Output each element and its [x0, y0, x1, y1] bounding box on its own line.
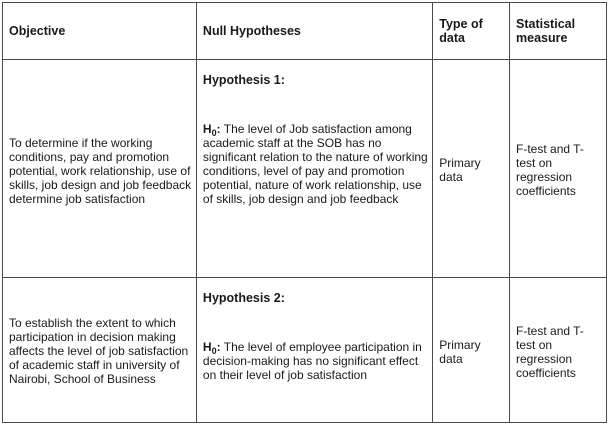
hypothesis-body: The level of employee participation in decision-making has no significant effect on their level of job satisfaction — [202, 340, 422, 383]
objective-cell — [3, 278, 197, 423]
hypothesis-title: Hypothesis 1: — [202, 73, 285, 88]
statistical-measure-text: F-test and T-test on regression coefficients — [516, 324, 584, 381]
objective-text: To determine if the working conditions, pay and promotion potential, work relationship, use of skills, job design and job feedback determine job satisfaction — [9, 135, 192, 206]
hypothesis-body: The level of Job satisfaction among academic staff at the SOB has no significant relation to the nature of working conditions, level of pay and promotion potential, nature of work relationship, use of skills, job design and job feedback — [202, 122, 428, 207]
hypothesis-cell — [196, 278, 432, 423]
type-of-data-text: Primary data — [439, 338, 481, 367]
hypothesis-cell — [196, 60, 432, 278]
type-of-data-cell — [433, 278, 510, 423]
statistical-measure-cell — [510, 60, 607, 278]
header-type-of-data: Type of data — [433, 3, 510, 60]
statistical-measure-text: F-test and T-test on regression coefficients — [516, 141, 584, 198]
hypothesis-text — [203, 122, 432, 206]
hypothesis-text — [203, 340, 432, 382]
hypothesis-title: Hypothesis 2: — [202, 291, 285, 306]
hypotheses-table — [2, 2, 607, 423]
h0-label: $H_0$: — [202, 122, 221, 139]
table-row — [3, 278, 607, 423]
table-row — [3, 60, 607, 278]
type-of-data-text: Primary data — [439, 155, 481, 184]
statistical-measure-cell — [510, 278, 607, 423]
header-objective: Objective — [3, 3, 197, 60]
type-of-data-cell — [433, 60, 510, 278]
h0-label: $H_0$: — [202, 340, 221, 357]
header-null-hypotheses: Null Hypotheses — [196, 3, 432, 60]
header-row — [3, 3, 607, 60]
header-statistical-measure: Statistical measure — [510, 3, 607, 60]
objective-text: To establish the extent to which participation in decision making affects the level of job satisfaction of academic staff in university of Nairobi, School of Business — [9, 316, 189, 387]
objective-cell — [3, 60, 197, 278]
